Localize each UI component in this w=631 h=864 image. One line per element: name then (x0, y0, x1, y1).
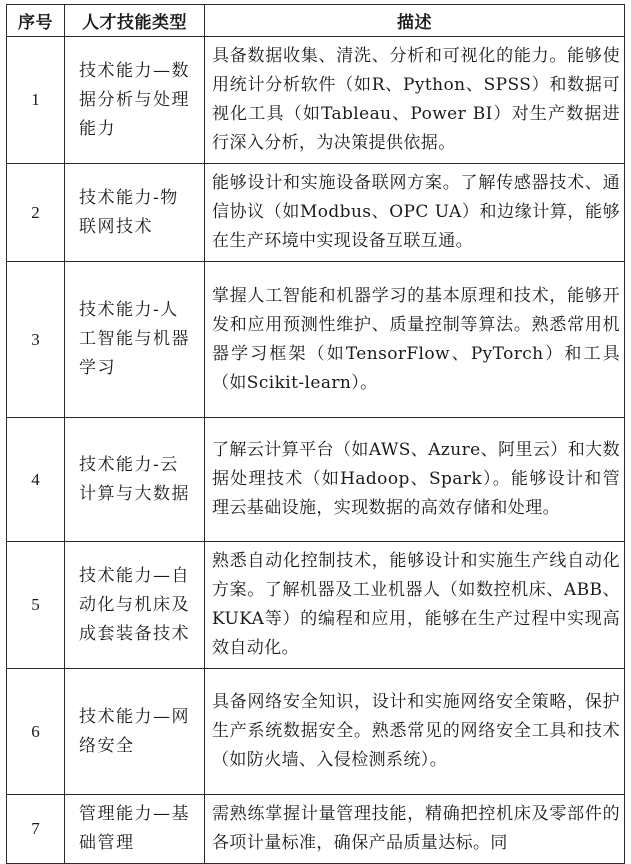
skill-type: 技术能力-物联网技术 (65, 164, 205, 262)
skill-description: 具备数据收集、清洗、分析和可视化的能力。能够使用统计分析软件（如R、Python、SPSS）和数据可视化工具（如Tableau、Power BI）对生产数据进行深入分析，为决策提供依据。 (205, 37, 625, 164)
row-number: 1 (7, 37, 65, 164)
header-row (7, 5, 625, 37)
skill-type: 技术能力-云计算与大数据 (65, 418, 205, 542)
row-number: 3 (7, 262, 65, 418)
skills-table (6, 4, 625, 864)
row-number: 4 (7, 418, 65, 542)
skill-description: 熟悉自动化控制技术，能够设计和实施生产线自动化方案。了解机器及工业机器人（如数控机床、ABB、KUKA等）的编程和应用，能够在生产过程中实现高效自动化。 (205, 542, 625, 669)
header-no: 序号 (7, 5, 65, 37)
header-desc: 描述 (205, 5, 625, 37)
skill-type: 管理能力—基础管理 (65, 795, 205, 864)
row-number: 6 (7, 669, 65, 795)
header-type: 人才技能类型 (65, 5, 205, 37)
table-row (7, 262, 625, 418)
skill-type: 技术能力—网络安全 (65, 669, 205, 795)
row-number: 7 (7, 795, 65, 864)
table-row (7, 37, 625, 164)
row-number: 2 (7, 164, 65, 262)
table-row (7, 418, 625, 542)
table-row (7, 669, 625, 795)
table-row (7, 164, 625, 262)
skill-type: 技术能力-人工智能与机器学习 (65, 262, 205, 418)
row-number: 5 (7, 542, 65, 669)
skill-description: 了解云计算平台（如AWS、Azure、阿里云）和大数据处理技术（如Hadoop、Spark）。能够设计和管理云基础设施，实现数据的高效存储和处理。 (205, 418, 625, 542)
skill-type: 技术能力—自动化与机床及成套装备技术 (65, 542, 205, 669)
skill-description: 能够设计和实施设备联网方案。了解传感器技术、通信协议（如Modbus、OPC UA）和边缘计算，能够在生产环境中实现设备互联互通。 (205, 164, 625, 262)
skill-description: 掌握人工智能和机器学习的基本原理和技术，能够开发和应用预测性维护、质量控制等算法。熟悉常用机器学习框架（如TensorFlow、PyTorch）和工具（如Scikit-learn）。 (205, 262, 625, 418)
table-row (7, 795, 625, 864)
skill-description: 具备网络安全知识，设计和实施网络安全策略，保护生产系统数据安全。熟悉常见的网络安全工具和技术（如防火墙、入侵检测系统）。 (205, 669, 625, 795)
skill-description: 需熟练掌握计量管理技能，精确把控机床及零部件的各项计量标准，确保产品质量达标。同 (205, 795, 625, 864)
table-row (7, 542, 625, 669)
skill-type: 技术能力—数据分析与处理能力 (65, 37, 205, 164)
